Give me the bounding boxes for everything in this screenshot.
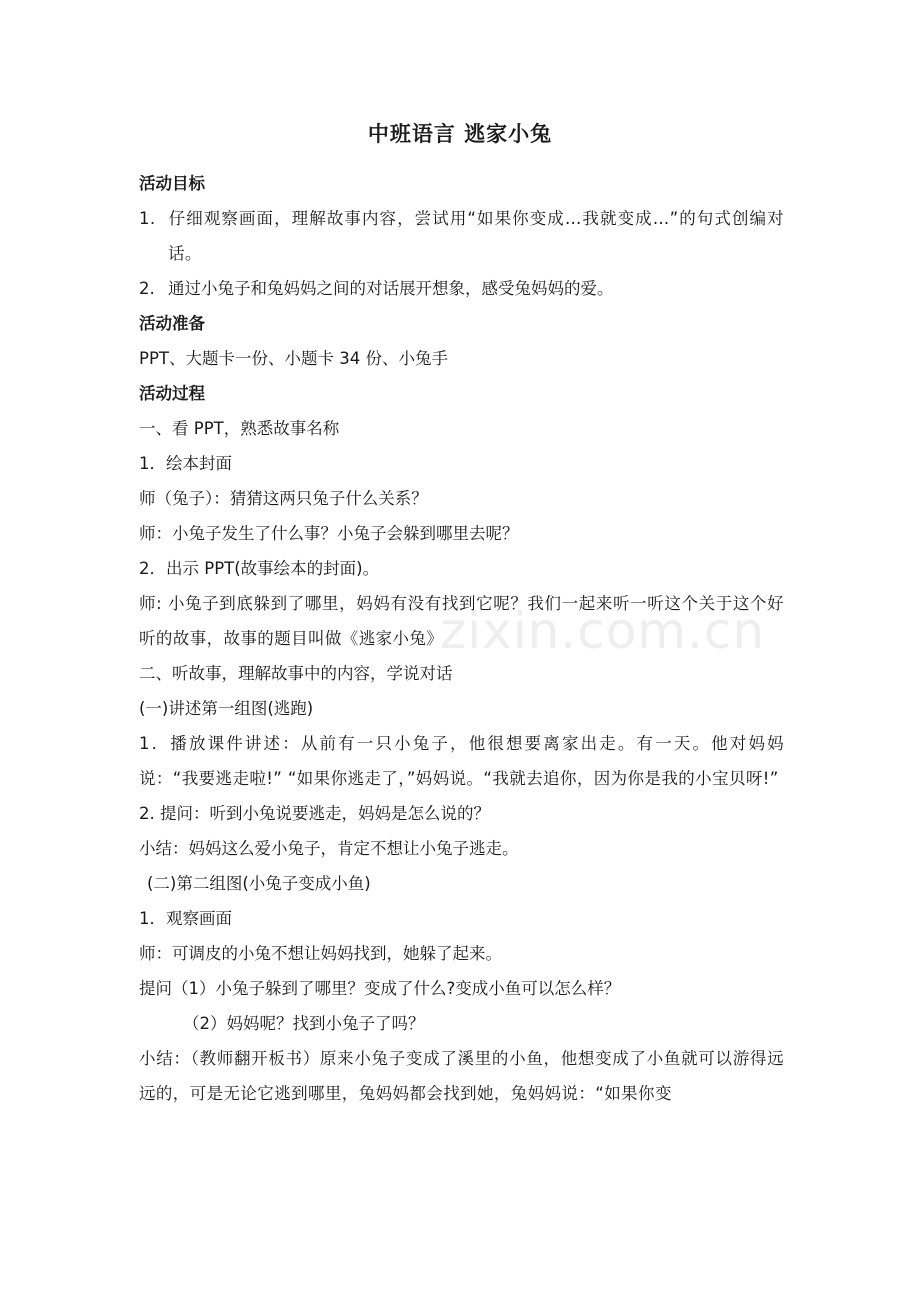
process-paragraph: 提问（1）小兔子躲到了哪里？变成了什么?变成小鱼可以怎么样？ xyxy=(139,979,621,998)
process-paragraph: 一、看 PPT，熟悉故事名称 xyxy=(139,419,340,438)
process-paragraph: （2）妈妈呢？找到小兔子了吗？ xyxy=(183,1014,425,1033)
document-title: 中班语言 逃家小兔 xyxy=(367,122,553,146)
process-paragraph: 师：小兔子发生了什么事？小兔子会躲到哪里去呢？ xyxy=(139,524,519,543)
process-paragraph: 1．绘本封面 xyxy=(139,454,232,473)
process-paragraph: (二)第二组图(小兔子变成小鱼) xyxy=(147,874,371,893)
process-paragraph: 1．播放课件讲述：从前有一只小兔子，他很想要离家出走。有一天。他对妈妈说：“我要逃走啦!” “如果你逃走了，”妈妈说。“我就去追你，因为你是我的小宝贝呀!” xyxy=(139,734,784,788)
document-body xyxy=(139,166,784,1111)
process-paragraph: (一)讲述第一组图(逃跑) xyxy=(139,699,314,718)
process-paragraph: 师（兔子）：猜猜这两只兔子什么关系？ xyxy=(139,489,428,508)
process-paragraph: 1．观察画面 xyxy=(139,909,232,928)
process-paragraph: 小结：（教师翻开板书）原来小兔子变成了溪里的小鱼，他想变成了小鱼就可以游得远远的，可是无论它逃到哪里，兔妈妈都会找到她，兔妈妈说：“如果你变 xyxy=(139,1049,784,1103)
process-paragraph: 二、听故事，理解故事中的内容，学说对话 xyxy=(139,664,453,683)
goal-number-2: 2. xyxy=(139,279,155,298)
process-paragraph: 2．出示 PPT(故事绘本的封面)。 xyxy=(139,559,380,578)
watermark-text: zixin.com.cn xyxy=(440,602,766,660)
section-heading-goals: 活动目标 xyxy=(139,174,205,193)
goal-item-1 xyxy=(139,201,784,271)
process-paragraph: 师：可调皮的小兔不想让妈妈找到，她躲了起来。 xyxy=(139,944,502,963)
goal-number-1: 1. xyxy=(139,209,156,228)
process-paragraph: 师: 小兔子到底躲到了哪里，妈妈有没有找到它呢？我们一起来听一听这个关于这个好听的故事，故事的题目叫做《逃家小兔》 xyxy=(139,594,784,648)
section-heading-process: 活动过程 xyxy=(139,384,205,403)
goal-text-1: 仔细观察画面，理解故事内容，尝试用“如果你变成…我就变成…”的句式创编对话。 xyxy=(168,209,784,263)
process-paragraph: 2. 提问：听到小兔说要逃走，妈妈是怎么说的？ xyxy=(139,804,490,823)
process-paragraph: 小结：妈妈这么爱小兔子，肯定不想让小兔子逃走。 xyxy=(139,839,519,858)
goal-item-2 xyxy=(139,271,784,306)
goal-text-2: 通过小兔子和兔妈妈之间的对话展开想象，感受兔妈妈的爱。 xyxy=(168,279,614,298)
section-heading-prep: 活动准备 xyxy=(139,314,205,333)
prep-text: PPT、大题卡一份、小题卡 34 份、小兔手 xyxy=(139,349,448,368)
